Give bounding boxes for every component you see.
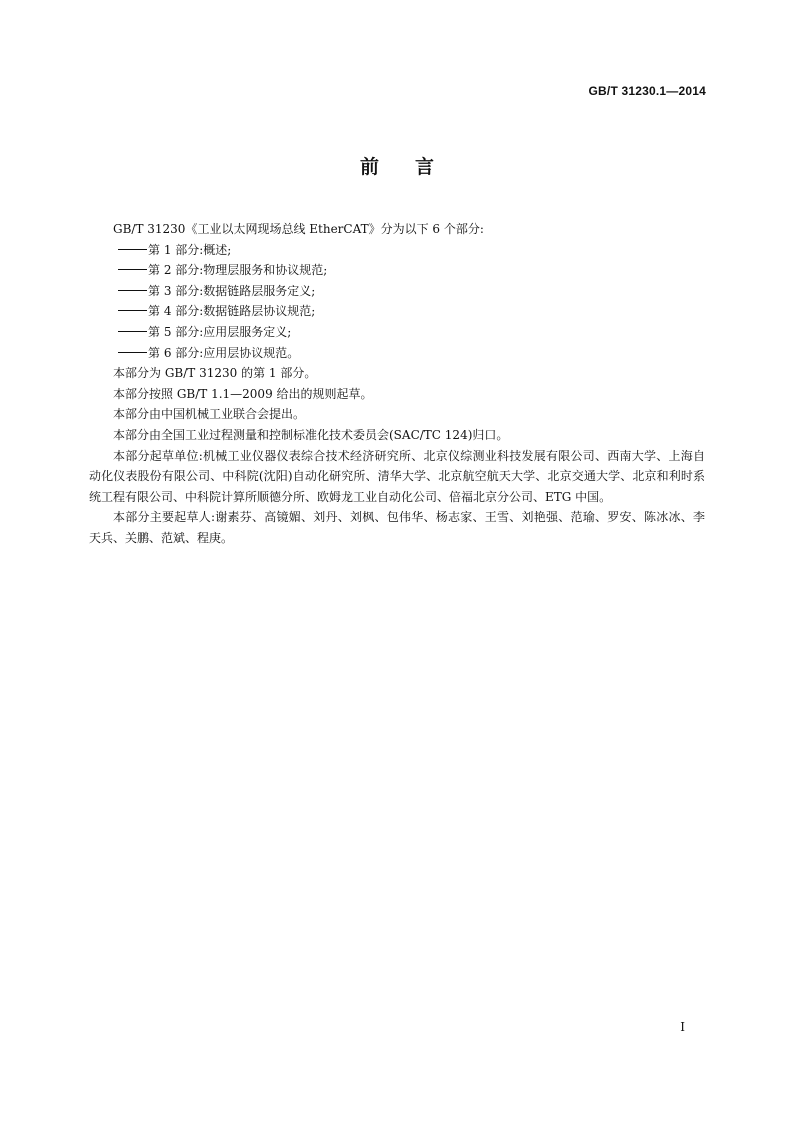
list-item bbox=[89, 322, 705, 343]
em-dash-mark bbox=[118, 352, 147, 353]
page-number: I bbox=[680, 1020, 685, 1034]
list-item-text: 第 5 部分:应用层服务定义; bbox=[148, 324, 292, 339]
list-item-text: 第 3 部分:数据链路层服务定义; bbox=[148, 283, 316, 298]
parts-list bbox=[89, 240, 705, 364]
list-item-text: 第 2 部分:物理层服务和协议规范; bbox=[148, 263, 328, 278]
proposer-statement: 本部分由中国机械工业联合会提出。 bbox=[113, 407, 306, 422]
list-item-text: 第 4 部分:数据链路层协议规范; bbox=[148, 304, 316, 319]
drafting-rules-statement: 本部分按照 GB/T 1.1—2009 给出的规则起草。 bbox=[113, 386, 373, 401]
drafters-paragraph: 本部分主要起草人:谢素芬、高镜媚、刘丹、刘枫、包伟华、杨志家、王雪、刘艳强、范瑜、罗安、陈冰冰、李天兵、关鹏、范斌、程庚。 bbox=[89, 510, 705, 545]
page-title: 前言 bbox=[359, 156, 470, 178]
intro-paragraph: GB/T 31230《工业以太网现场总线 EtherCAT》分为以下 6 个部分: bbox=[113, 222, 484, 236]
list-item-text: 第 1 部分:概述; bbox=[148, 242, 232, 257]
administration-statement: 本部分由全国工业过程测量和控制标准化技术委员会(SAC/TC 124)归口。 bbox=[113, 427, 509, 442]
em-dash-mark bbox=[118, 249, 147, 250]
list-item-text: 第 6 部分:应用层协议规范。 bbox=[148, 345, 300, 360]
em-dash-mark bbox=[118, 290, 147, 291]
em-dash-mark bbox=[118, 310, 147, 311]
part-statement: 本部分为 GB/T 31230 的第 1 部分。 bbox=[113, 366, 317, 381]
list-item bbox=[89, 281, 705, 302]
list-item bbox=[89, 343, 705, 364]
list-item bbox=[89, 301, 705, 322]
list-item bbox=[89, 260, 705, 281]
drafting-units-paragraph: 本部分起草单位:机械工业仪器仪表综合技术经济研究所、北京仪综测业科技发展有限公司、西南大学、上海自动化仪表股份有限公司、中科院(沈阳)自动化研究所、清华大学、北京航空航天大学、北京交通大学、北京和利时系统工程有限公司、中科院计算所顺德分所、欧姆龙工业自动化公司、倍福北京分公司、ETG 中国。 bbox=[89, 448, 705, 504]
foreword-body bbox=[89, 219, 705, 549]
list-item bbox=[89, 240, 705, 261]
standard-code: GB/T 31230.1—2014 bbox=[588, 84, 706, 98]
em-dash-mark bbox=[118, 331, 147, 332]
em-dash-mark bbox=[118, 269, 147, 270]
